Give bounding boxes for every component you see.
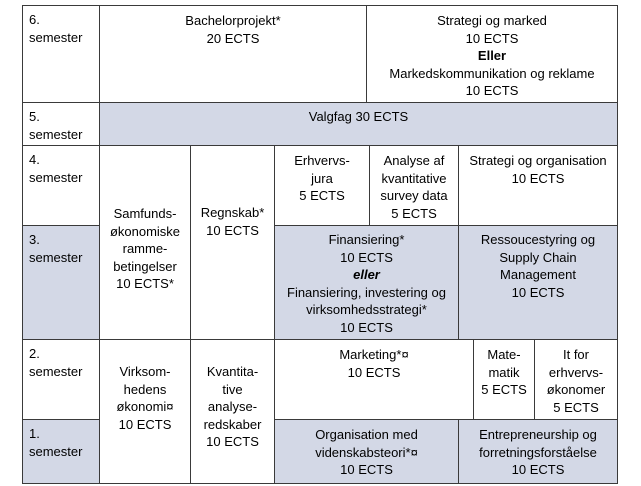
course-title: Supply Chain xyxy=(499,249,577,265)
course-title: Finansiering* xyxy=(328,232,405,247)
semester-5-label xyxy=(22,102,100,146)
course-strategi-og-marked xyxy=(366,5,618,103)
course-valgfag xyxy=(99,102,618,146)
course-ects: 10 ECTS xyxy=(340,249,393,265)
course-title: Management xyxy=(500,267,576,282)
course-marketing xyxy=(274,339,474,420)
course-title: Marketing*¤ xyxy=(339,347,409,362)
course-organisation-videnskabsteori xyxy=(274,419,459,484)
course-title: videnskabsteori*¤ xyxy=(315,444,418,460)
course-title-alt: virksomhedsstrategi* xyxy=(306,302,427,317)
course-title-alt: Markedskommunikation og reklame xyxy=(389,65,595,81)
course-title: ramme- xyxy=(122,241,168,256)
semester-2-label xyxy=(22,339,100,420)
semester-number: 2. xyxy=(29,346,40,361)
course-ects: 10 ECTS xyxy=(118,416,172,432)
course-ects: 5 ECTS xyxy=(553,399,599,415)
course-title: hedens xyxy=(123,381,167,397)
course-title: økonomiske xyxy=(109,223,181,239)
course-title: kvantitative xyxy=(381,170,447,186)
course-ects: 10 ECTS xyxy=(206,434,259,449)
course-title: Strategi og organisation xyxy=(469,153,607,168)
course-title: Regnskab* xyxy=(200,205,265,220)
course-title: Erhvervs- xyxy=(294,153,350,168)
course-ects: 10 ECTS xyxy=(347,364,401,380)
course-title: Mate- xyxy=(487,347,521,362)
course-title: Samfunds- xyxy=(113,206,177,221)
course-title: Bachelorprojekt* xyxy=(185,13,281,28)
semester-word: semester xyxy=(29,250,83,265)
course-title: økonomi¤ xyxy=(116,399,174,414)
course-title: Ressoucestyring og xyxy=(480,232,596,247)
course-virksomhedens-okonomi xyxy=(99,339,191,484)
course-ects: 10 ECTS xyxy=(511,462,565,477)
semester-word: semester xyxy=(29,30,83,45)
course-title: økonomer xyxy=(546,382,606,397)
course-title: Entrepreneurship og xyxy=(479,427,597,442)
course-title: Virksom- xyxy=(119,364,171,379)
course-kvantitative-analyseredskaber xyxy=(190,339,275,484)
course-title: It for xyxy=(562,347,589,362)
semester-number: 1. xyxy=(29,426,40,441)
semester-word: semester xyxy=(29,364,83,379)
semester-number: 4. xyxy=(29,152,40,167)
course-title: tive xyxy=(222,381,243,397)
course-erhvervsjura xyxy=(274,145,370,226)
course-samfundsokonomiske xyxy=(99,145,191,340)
course-title: erhvervs- xyxy=(548,364,604,380)
course-analyse-kvantitative xyxy=(369,145,459,226)
course-ects: 10 ECTS* xyxy=(116,276,174,291)
semester-word: semester xyxy=(29,127,83,142)
course-title: survey data xyxy=(380,188,448,203)
course-strategi-og-organisation xyxy=(458,145,618,226)
course-entrepreneurship xyxy=(458,419,618,484)
course-title: Kvantita- xyxy=(206,364,259,379)
course-ressourcestyring xyxy=(458,225,618,340)
semester-4-label xyxy=(22,145,100,226)
course-matematik xyxy=(473,339,535,420)
course-ects: 10 ECTS xyxy=(511,170,565,186)
course-title: forretningsforståelse xyxy=(479,444,597,460)
semester-3-label xyxy=(22,225,100,340)
course-ects: 10 ECTS xyxy=(465,30,519,46)
semester-6-label xyxy=(22,5,100,103)
course-title: Analyse af xyxy=(383,153,445,168)
course-ects: 20 ECTS xyxy=(206,30,260,46)
course-ects-alt: 10 ECTS xyxy=(465,83,519,98)
course-finansiering xyxy=(274,225,459,340)
course-ects: 5 ECTS xyxy=(481,382,527,397)
semester-word: semester xyxy=(29,444,83,459)
semester-number: 5. xyxy=(29,109,40,124)
course-title: redskaber xyxy=(203,416,262,432)
course-title: jura xyxy=(311,170,333,186)
course-title: analyse- xyxy=(207,399,258,414)
course-title: betingelser xyxy=(113,258,177,274)
or-label: Eller xyxy=(477,48,507,63)
or-label: eller xyxy=(353,267,380,282)
semester-number: 6. xyxy=(29,12,40,27)
course-ects: 10 ECTS xyxy=(206,222,259,238)
course-title: Strategi og marked xyxy=(437,13,547,28)
course-regnskab xyxy=(190,145,275,340)
course-ects: 10 ECTS xyxy=(340,462,393,477)
semester-1-label xyxy=(22,419,100,484)
course-ects: 10 ECTS xyxy=(511,284,565,300)
course-title-alt: Finansiering, investering og xyxy=(287,284,446,300)
course-ects: 5 ECTS xyxy=(299,188,345,203)
course-bachelorprojekt xyxy=(99,5,367,103)
course-ects: 5 ECTS xyxy=(391,205,437,221)
semester-number: 3. xyxy=(29,232,40,247)
course-title: Organisation med xyxy=(315,427,418,442)
semester-word: semester xyxy=(29,170,83,185)
course-title: Valgfag 30 ECTS xyxy=(308,109,409,124)
course-it-for-erhvervsokonomer xyxy=(534,339,618,420)
course-title: matik xyxy=(488,364,520,380)
course-ects-alt: 10 ECTS xyxy=(340,319,393,335)
